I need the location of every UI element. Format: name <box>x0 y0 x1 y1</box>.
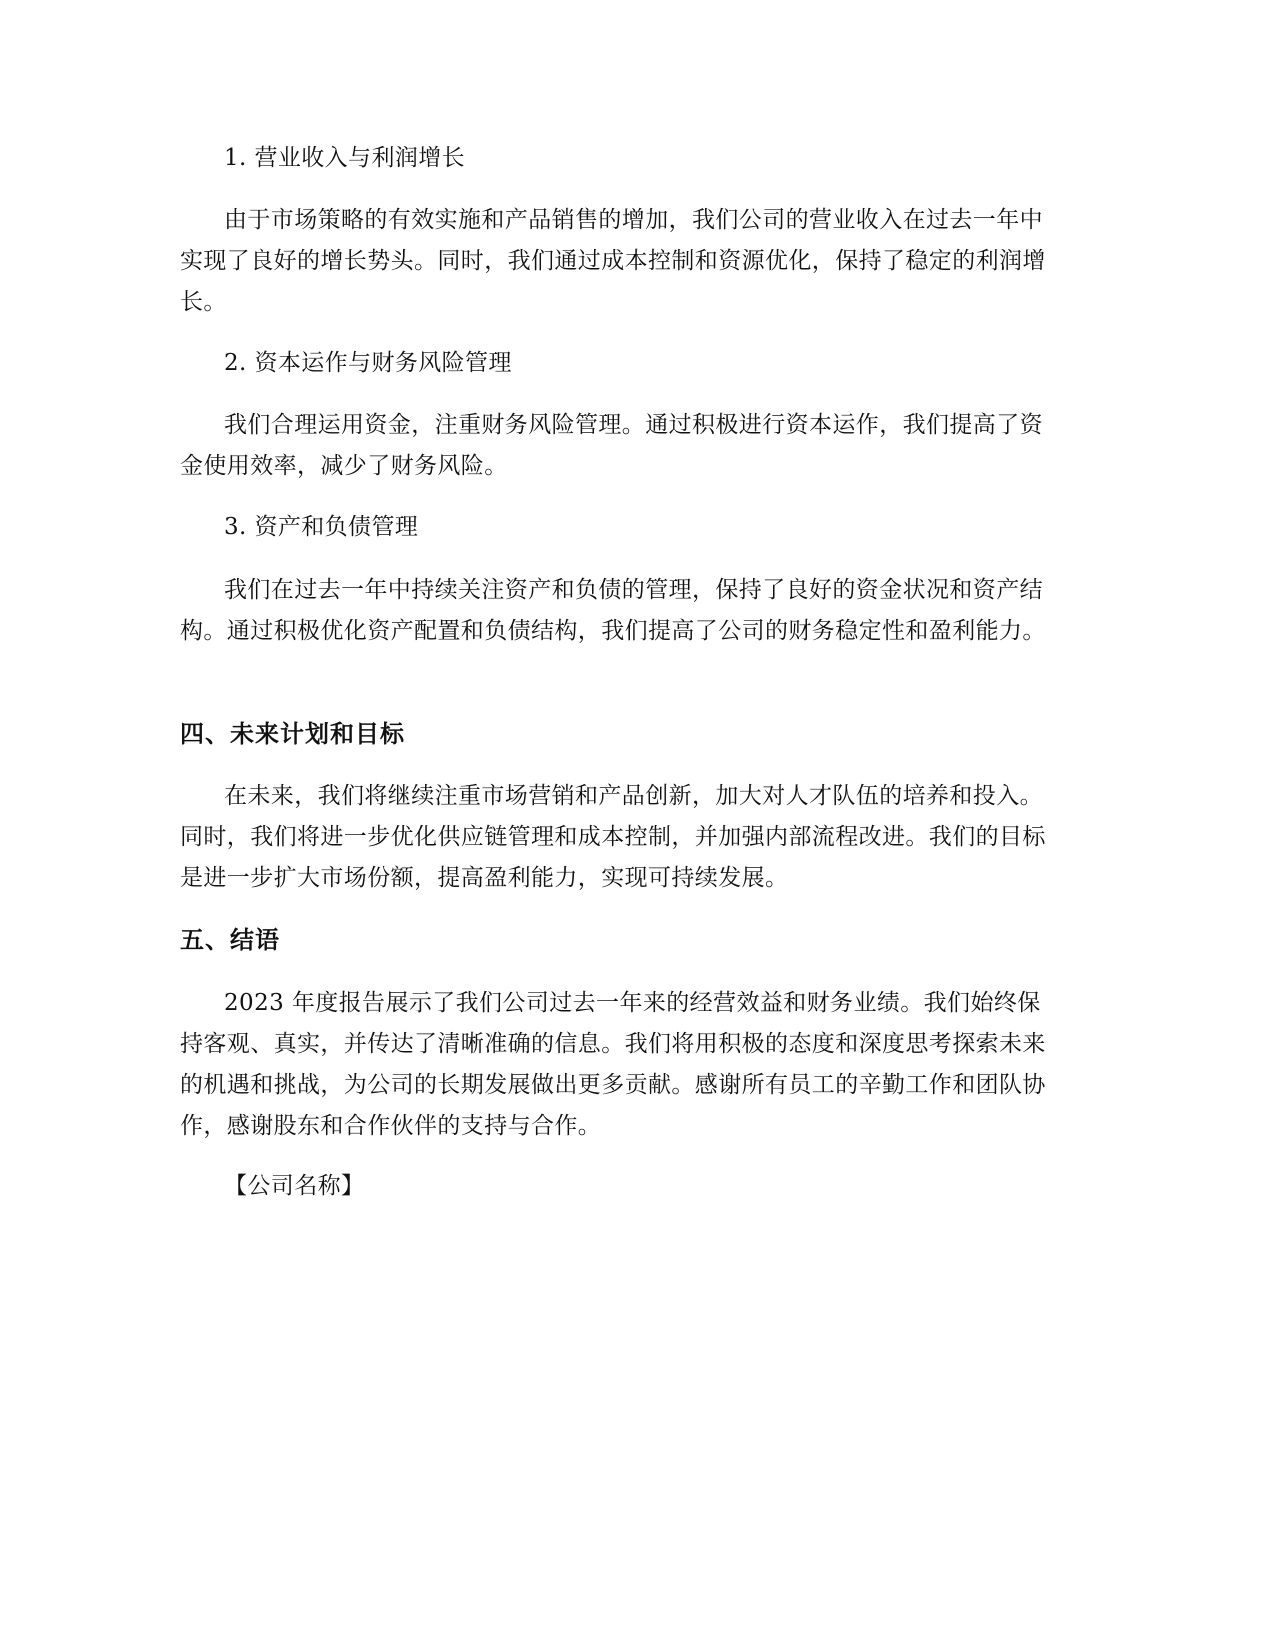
company-name-signature: 【公司名称】 <box>224 1173 365 1199</box>
paragraph-assets-liabilities: 我们在过去一年中持续关注资产和负债的管理，保持了良好的资金状况和资产结构。通过积极优化资产配置和负债结构，我们提高了公司的财务稳定性和盈利能力。 <box>180 577 1046 644</box>
paragraph-capital-risk: 我们合理运用资金，注重财务风险管理。通过积极进行资本运作，我们提高了资金使用效率，减少了财务风险。 <box>180 412 1043 479</box>
section-heading-conclusion: 五、结语 <box>180 926 280 954</box>
subsection-title-assets-liabilities: 3. 资产和负债管理 <box>224 514 419 540</box>
subsection-title-capital-risk: 2. 资本运作与财务风险管理 <box>224 350 512 376</box>
section-heading-future-plans: 四、未来计划和目标 <box>180 720 405 748</box>
paragraph-revenue-profit: 由于市场策略的有效实施和产品销售的增加，我们公司的营业收入在过去一年中实现了良好的增长势头。同时，我们通过成本控制和资源优化，保持了稳定的利润增长。 <box>180 207 1046 315</box>
paragraph-future-plans: 在未来，我们将继续注重市场营销和产品创新，加大对人才队伍的培养和投入。同时，我们将进一步优化供应链管理和成本控制，并加强内部流程改进。我们的目标是进一步扩大市场份额，提高盈利能力，实现可持续发展。 <box>180 783 1046 891</box>
paragraph-conclusion: 2023 年度报告展示了我们公司过去一年来的经营效益和财务业绩。我们始终保持客观、真实，并传达了清晰准确的信息。我们将用积极的态度和深度思考探索未来的机遇和挑战，为公司的长期发展做出更多贡献。感谢所有员工的辛勤工作和团队协作，感谢股东和合作伙伴的支持与合作。 <box>180 990 1046 1139</box>
subsection-title-revenue-profit: 1. 营业收入与利润增长 <box>224 145 466 171</box>
